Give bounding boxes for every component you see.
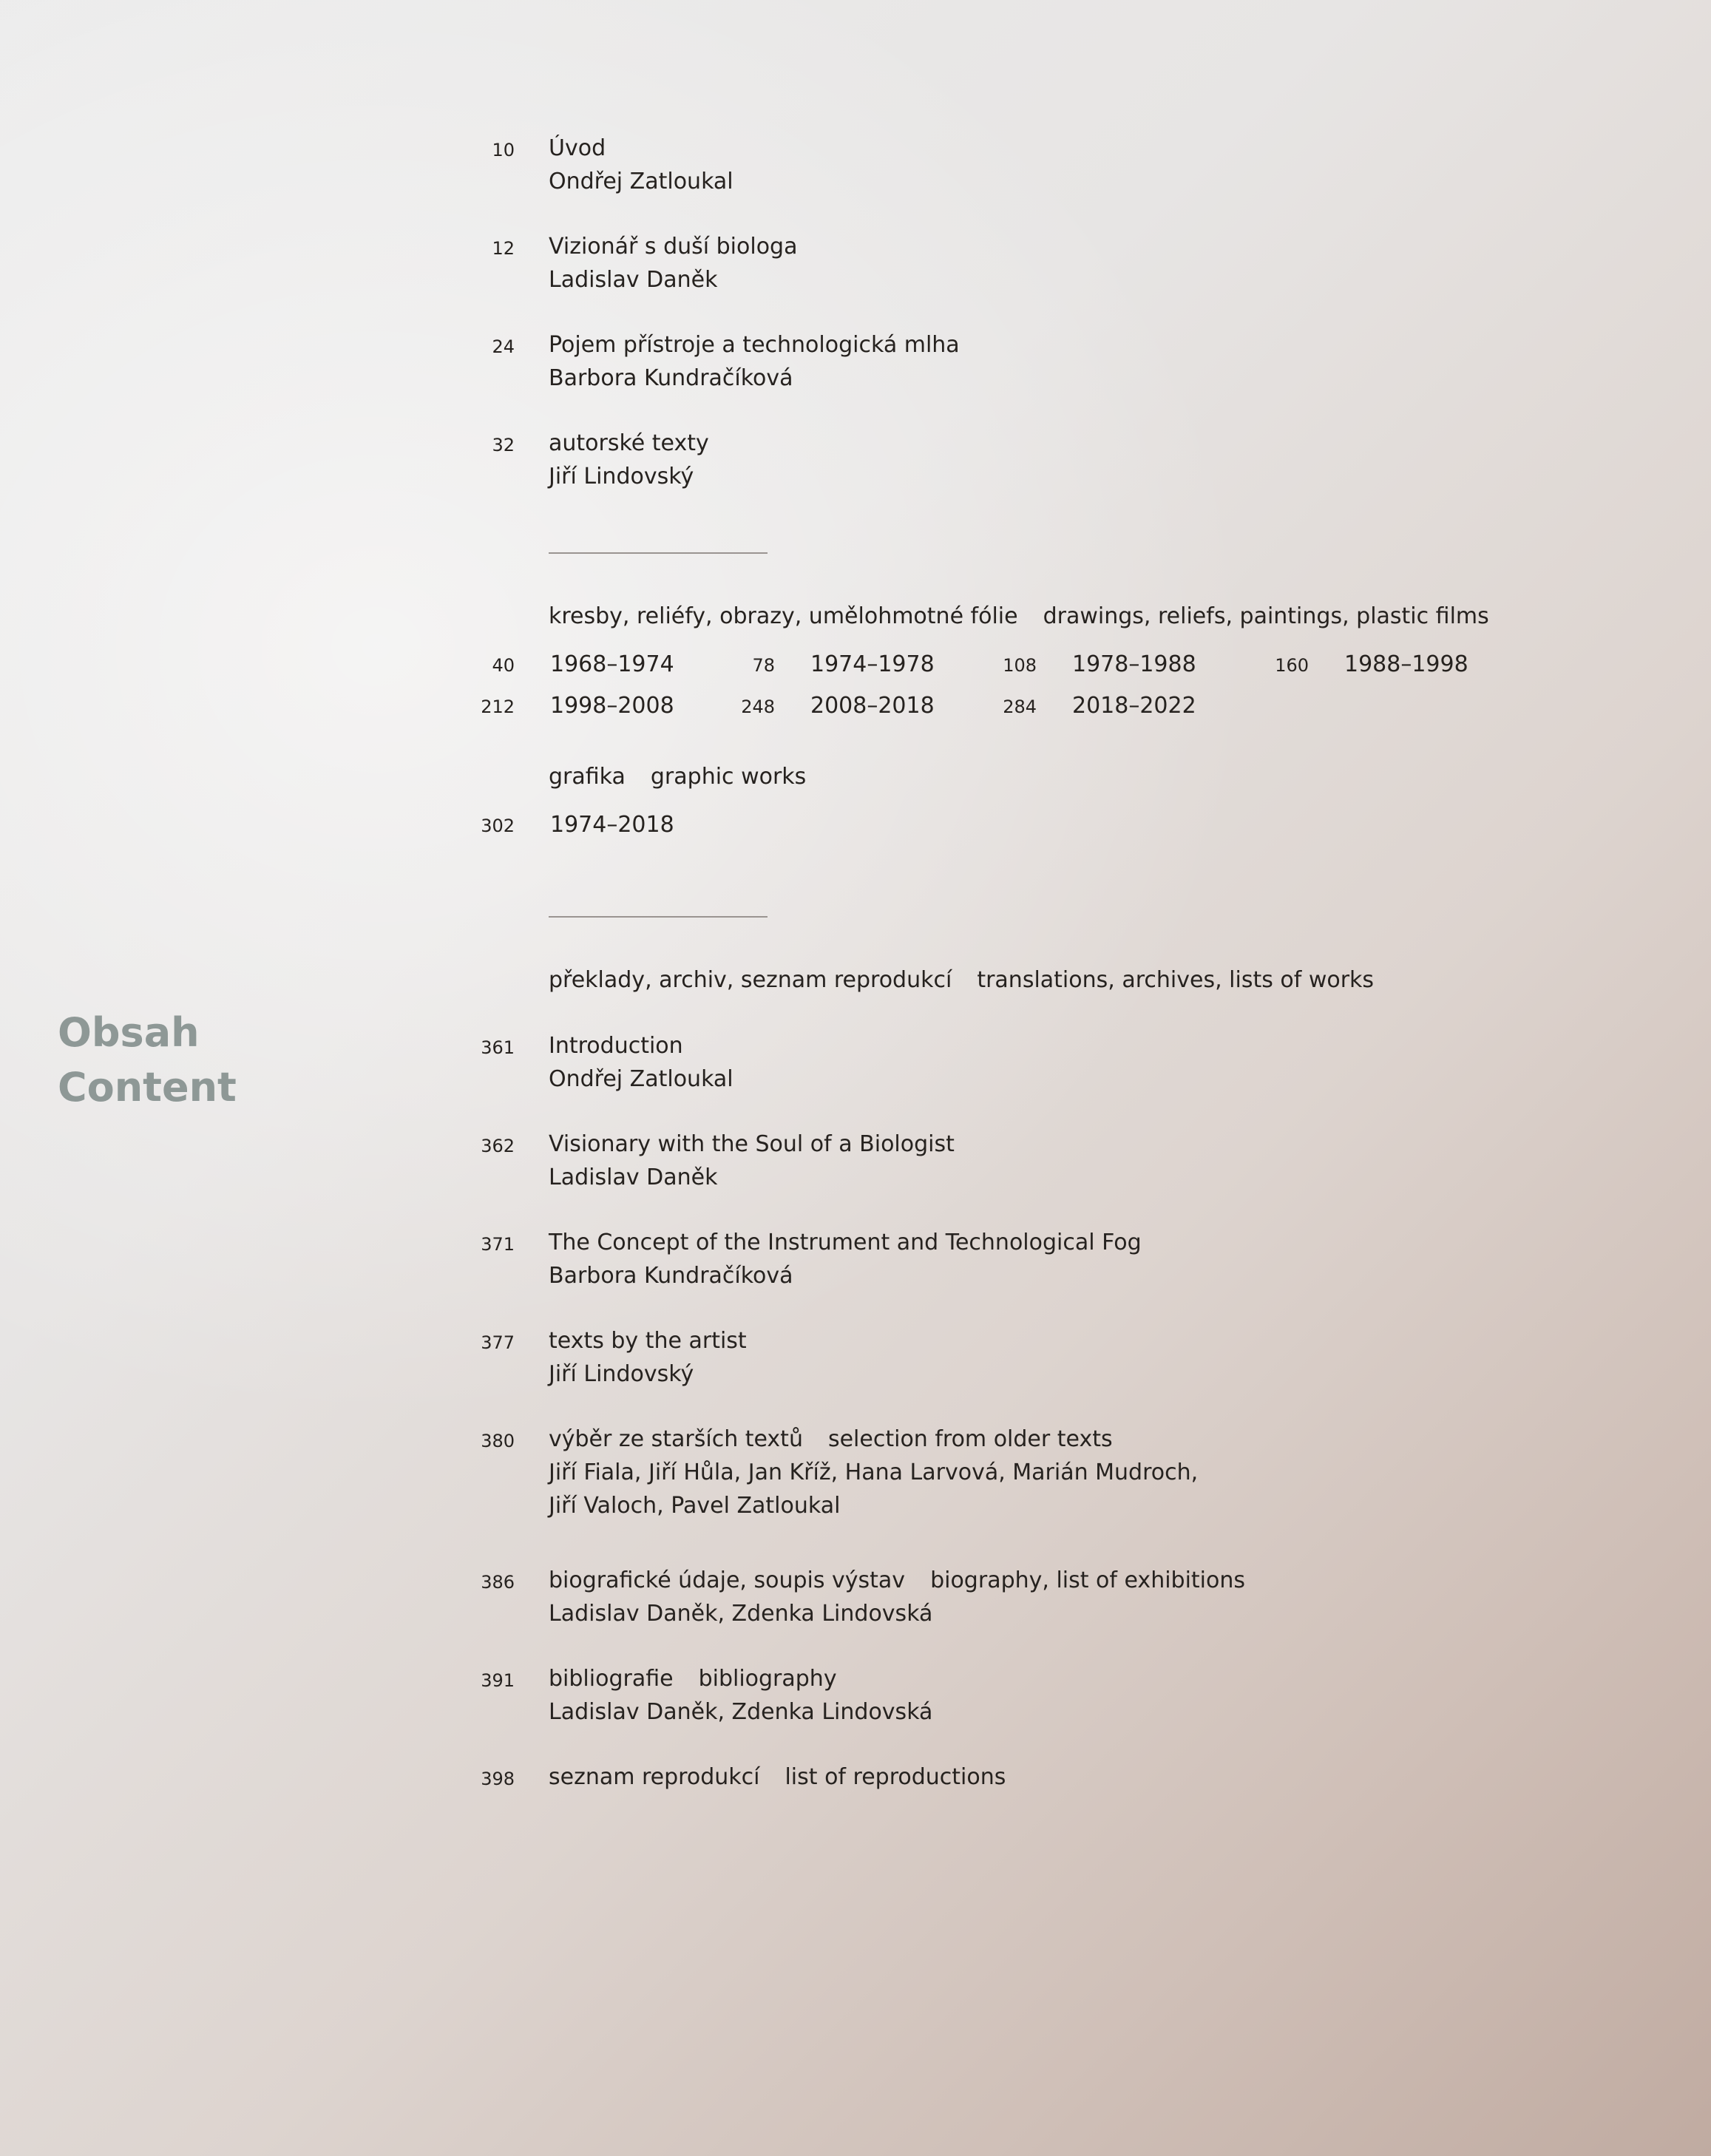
- period-years: 1978–1988: [1072, 651, 1196, 677]
- entry-title: Úvod: [549, 135, 606, 161]
- title-cz: Obsah: [58, 1009, 200, 1056]
- period-row: [473, 648, 1582, 689]
- entry-title-line: [549, 1423, 1582, 1456]
- entry-title: Visionary with the Soul of a Biologist: [549, 1131, 955, 1157]
- section-title-en: graphic works: [650, 764, 807, 790]
- entry-author: Jiří Fiala, Jiří Hůla, Jan Kříž, Hana Larvová, Marián Mudroch,: [549, 1460, 1199, 1485]
- entry-author: Jiří Lindovský: [549, 464, 694, 489]
- page-number: 391: [481, 1670, 515, 1691]
- page-number: 212: [481, 696, 515, 717]
- toc-period[interactable]: [733, 648, 935, 682]
- entry-author: Ondřej Zatloukal: [549, 1066, 733, 1092]
- page-number: 302: [481, 816, 515, 836]
- entry-author-continued: Jiří Valoch, Pavel Zatloukal: [549, 1493, 841, 1519]
- entry-title: Pojem přístroje a technologická mlha: [549, 332, 960, 358]
- table-of-contents: [473, 132, 1582, 1794]
- entry-title: biografické údaje, soupis výstav: [549, 1567, 906, 1593]
- toc-entry-bibliography[interactable]: [473, 1662, 1582, 1729]
- page-number: 40: [492, 655, 515, 676]
- toc-entry-pojem-pristroje[interactable]: [473, 328, 1582, 395]
- entry-title: texts by the artist: [549, 1328, 747, 1354]
- period-row: [473, 808, 1582, 850]
- entry-title-en: list of reproductions: [785, 1764, 1006, 1790]
- entry-title: bibliografie: [549, 1666, 674, 1692]
- toc-entry-older-texts[interactable]: [473, 1423, 1582, 1522]
- page-number: 362: [481, 1136, 515, 1156]
- toc-period[interactable]: [995, 648, 1196, 682]
- page-number: 380: [481, 1431, 515, 1451]
- page-title: [58, 1006, 237, 1115]
- entry-title: The Concept of the Instrument and Technological Fog: [549, 1230, 1142, 1255]
- entry-title-en: biography, list of exhibitions: [930, 1567, 1246, 1593]
- toc-period[interactable]: [473, 648, 674, 682]
- toc-entry-uvod[interactable]: [473, 132, 1582, 198]
- section-divider: [549, 552, 768, 554]
- page-number: 78: [752, 655, 775, 676]
- entry-title-line: [549, 1662, 1582, 1695]
- page-number: 371: [481, 1234, 515, 1255]
- section-heading-works: [473, 600, 1582, 633]
- period-years: 1974–2018: [550, 812, 674, 838]
- toc-entry-autorske-texty[interactable]: [473, 427, 1582, 493]
- entry-title: autorské texty: [549, 430, 709, 456]
- period-years: 1974–1978: [810, 651, 935, 677]
- period-years: 1968–1974: [550, 651, 674, 677]
- toc-period[interactable]: [995, 689, 1196, 724]
- period-row: [473, 689, 1582, 730]
- page-number: 160: [1275, 655, 1309, 676]
- entry-title: seznam reprodukcí: [549, 1764, 760, 1790]
- toc-entry-reproductions[interactable]: [473, 1760, 1582, 1794]
- entry-author: Ladislav Daněk, Zdenka Lindovská: [549, 1601, 933, 1627]
- entry-author: Jiří Lindovský: [549, 1361, 694, 1387]
- entry-title: Vizionář s duší biologa: [549, 234, 798, 260]
- entry-author: Ladislav Daněk: [549, 267, 718, 293]
- entry-title-en: bibliography: [698, 1666, 837, 1692]
- title-en: Content: [58, 1064, 237, 1111]
- toc-entry-vizionar[interactable]: [473, 230, 1582, 296]
- period-years: 2008–2018: [810, 693, 935, 719]
- section-title-cz: kresby, reliéfy, obrazy, umělohmotné fólie: [549, 603, 1018, 629]
- page-number: 361: [481, 1037, 515, 1058]
- page-number: 32: [492, 435, 515, 455]
- page-number: 284: [1003, 696, 1037, 717]
- section-title-en: translations, archives, lists of works: [977, 967, 1375, 993]
- toc-entry-visionary[interactable]: [473, 1128, 1582, 1194]
- page-number: 248: [741, 696, 775, 717]
- toc-entry-texts-by-artist[interactable]: [473, 1324, 1582, 1391]
- toc-entry-introduction[interactable]: [473, 1029, 1582, 1096]
- section-title-cz: překlady, archiv, seznam reprodukcí: [549, 967, 952, 993]
- page-number: 24: [492, 336, 515, 357]
- page-number: 398: [481, 1769, 515, 1789]
- entry-author: Barbora Kundračíková: [549, 1263, 793, 1289]
- toc-entry-biography[interactable]: [473, 1564, 1582, 1630]
- toc-period[interactable]: [1267, 648, 1468, 682]
- section-heading-appendix: [473, 963, 1582, 997]
- period-years: 1988–1998: [1344, 651, 1468, 677]
- period-years: 2018–2022: [1072, 693, 1196, 719]
- section-title-en: drawings, reliefs, paintings, plastic films: [1043, 603, 1489, 629]
- section-heading-graphics: [473, 760, 1582, 793]
- entry-author: Barbora Kundračíková: [549, 365, 793, 391]
- entry-title-line: [549, 1564, 1582, 1597]
- section-title-cz: grafika: [549, 764, 626, 790]
- entry-author: Ladislav Daněk, Zdenka Lindovská: [549, 1699, 933, 1725]
- entry-title: Introduction: [549, 1033, 683, 1059]
- page-number: 108: [1003, 655, 1037, 676]
- toc-period[interactable]: [733, 689, 935, 724]
- entry-title: výběr ze starších textů: [549, 1426, 803, 1452]
- entry-title-en: selection from older texts: [827, 1426, 1113, 1452]
- toc-period[interactable]: [473, 689, 674, 724]
- page-number: 386: [481, 1572, 515, 1593]
- page-number: 377: [481, 1332, 515, 1353]
- page-number: 10: [492, 140, 515, 160]
- page-number: 12: [492, 238, 515, 259]
- section-divider: [549, 916, 768, 918]
- period-years: 1998–2008: [550, 693, 674, 719]
- entry-author: Ladislav Daněk: [549, 1165, 718, 1190]
- entry-author: Ondřej Zatloukal: [549, 169, 733, 194]
- entry-title-line: [549, 1760, 1582, 1794]
- toc-entry-concept-instrument[interactable]: [473, 1226, 1582, 1292]
- toc-period[interactable]: [473, 808, 674, 843]
